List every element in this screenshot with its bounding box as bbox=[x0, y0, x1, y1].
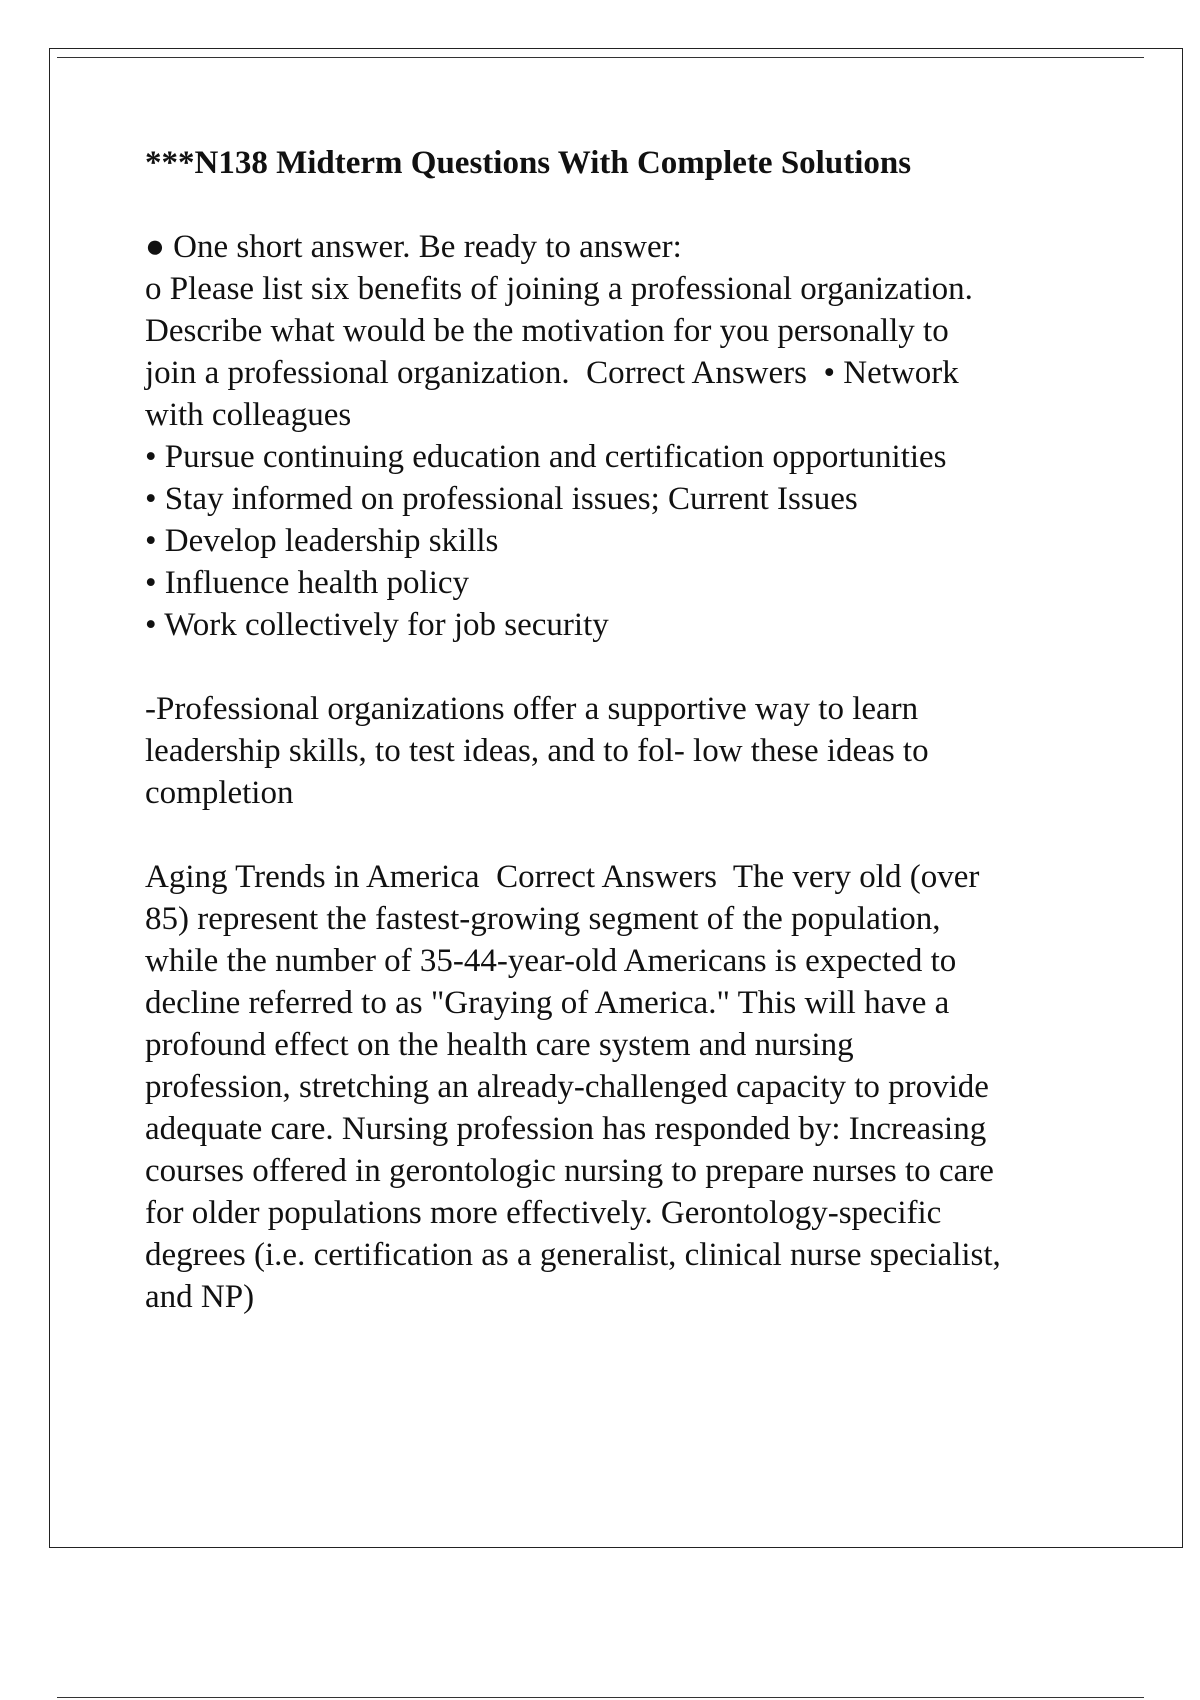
text-line: Describe what would be the motivation for you personally to bbox=[145, 313, 949, 349]
text-line: 85) represent the fastest-growing segment of the population, bbox=[145, 901, 941, 937]
text-line: and NP) bbox=[145, 1279, 255, 1315]
text-line: leadership skills, to test ideas, and to fol- low these ideas to bbox=[145, 733, 929, 769]
text-line: • Work collectively for job security bbox=[145, 607, 609, 643]
text-line: -Professional organizations offer a supportive way to learn bbox=[145, 691, 919, 727]
text-line: join a professional organization. Correct Answers • Network bbox=[145, 355, 959, 391]
text-line: while the number of 35-44-year-old Americans is expected to bbox=[145, 943, 957, 979]
text-line: with colleagues bbox=[145, 397, 352, 433]
text-line: • Influence health policy bbox=[145, 565, 470, 601]
document-title: ***N138 Midterm Questions With Complete Solutions bbox=[145, 145, 912, 181]
question-1-block bbox=[145, 226, 1105, 646]
text-line: Aging Trends in America Correct Answers The very old (over bbox=[145, 859, 980, 895]
text-line: • Develop leadership skills bbox=[145, 523, 499, 559]
text-line: degrees (i.e. certification as a generalist, clinical nurse specialist, bbox=[145, 1237, 1001, 1273]
text-line: ● One short answer. Be ready to answer: bbox=[145, 229, 682, 265]
text-line: decline referred to as "Graying of America." This will have a bbox=[145, 985, 950, 1021]
text-line: • Pursue continuing education and certification opportunities bbox=[145, 439, 947, 475]
paragraph-2-block bbox=[145, 688, 1105, 814]
footer-rule bbox=[57, 1697, 1144, 1698]
text-line: o Please list six benefits of joining a professional organization. bbox=[145, 271, 973, 307]
text-line: profession, stretching an already-challenged capacity to provide bbox=[145, 1069, 989, 1105]
document-body bbox=[145, 142, 1105, 1360]
text-line: adequate care. Nursing profession has responded by: Increasing bbox=[145, 1111, 987, 1147]
text-line: profound effect on the health care system and nursing bbox=[145, 1027, 854, 1063]
text-line: for older populations more effectively. Gerontology-specific bbox=[145, 1195, 942, 1231]
question-2-block bbox=[145, 856, 1105, 1318]
text-line: courses offered in gerontologic nursing to prepare nurses to care bbox=[145, 1153, 994, 1189]
text-line: completion bbox=[145, 775, 294, 811]
header-rule bbox=[57, 57, 1144, 58]
text-line: • Stay informed on professional issues; Current Issues bbox=[145, 481, 858, 517]
